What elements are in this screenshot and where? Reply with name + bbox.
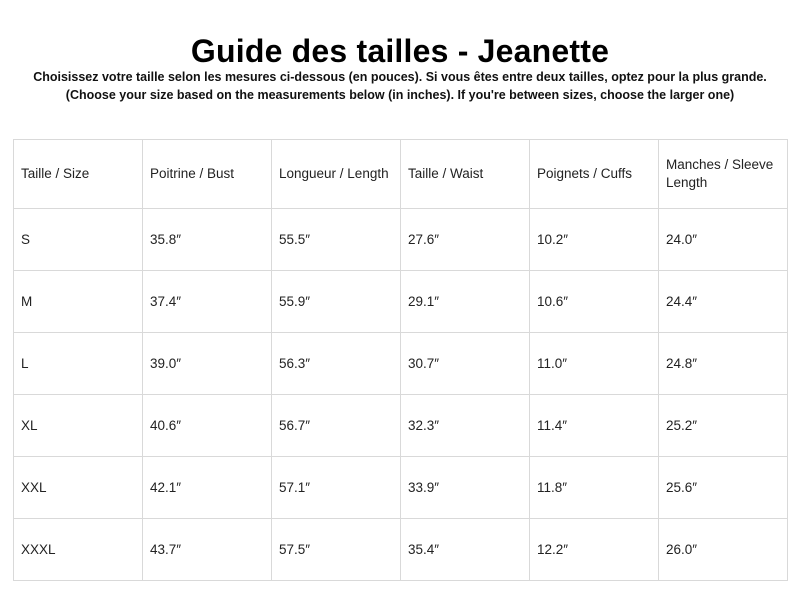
table-header-row (14, 140, 788, 209)
header-size: Taille / Size (14, 140, 143, 209)
intro-text (0, 68, 800, 104)
cell-waist: 35.4″ (401, 519, 530, 581)
cell-bust: 42.1″ (143, 457, 272, 519)
header-waist: Taille / Waist (401, 140, 530, 209)
intro-line-fr: Choisissez votre taille selon les mesures ci-dessous (en pouces). Si vous êtes entre deux tailles, optez pour la plus grande. (33, 70, 767, 84)
cell-bust: 39.0″ (143, 333, 272, 395)
cell-bust: 35.8″ (143, 209, 272, 271)
cell-cuffs: 10.2″ (530, 209, 659, 271)
intro-line-en: (Choose your size based on the measurements below (in inches). If you're between sizes, choose the larger one) (65, 88, 735, 102)
cell-size: M (14, 271, 143, 333)
cell-sleeve-length: 24.8″ (659, 333, 788, 395)
header-cuffs: Poignets / Cuffs (530, 140, 659, 209)
cell-cuffs: 10.6″ (530, 271, 659, 333)
cell-waist: 27.6″ (401, 209, 530, 271)
table-row (14, 209, 788, 271)
cell-length: 55.5″ (272, 209, 401, 271)
cell-cuffs: 12.2″ (530, 519, 659, 581)
table-row (14, 395, 788, 457)
cell-waist: 32.3″ (401, 395, 530, 457)
header-bust: Poitrine / Bust (143, 140, 272, 209)
cell-cuffs: 11.0″ (530, 333, 659, 395)
cell-waist: 30.7″ (401, 333, 530, 395)
cell-bust: 40.6″ (143, 395, 272, 457)
cell-length: 55.9″ (272, 271, 401, 333)
cell-sleeve-length: 25.6″ (659, 457, 788, 519)
header-sleeve-length: Manches / Sleeve Length (659, 140, 788, 209)
cell-size: XL (14, 395, 143, 457)
cell-length: 56.7″ (272, 395, 401, 457)
table-row (14, 457, 788, 519)
table-row (14, 333, 788, 395)
table-row (14, 519, 788, 581)
table-row (14, 271, 788, 333)
cell-waist: 29.1″ (401, 271, 530, 333)
cell-bust: 37.4″ (143, 271, 272, 333)
cell-sleeve-length: 24.4″ (659, 271, 788, 333)
cell-sleeve-length: 24.0″ (659, 209, 788, 271)
cell-sleeve-length: 25.2″ (659, 395, 788, 457)
cell-length: 56.3″ (272, 333, 401, 395)
cell-length: 57.5″ (272, 519, 401, 581)
cell-size: S (14, 209, 143, 271)
cell-size: L (14, 333, 143, 395)
cell-waist: 33.9″ (401, 457, 530, 519)
size-chart-table (13, 139, 788, 581)
cell-bust: 43.7″ (143, 519, 272, 581)
cell-size: XXXL (14, 519, 143, 581)
cell-cuffs: 11.8″ (530, 457, 659, 519)
cell-cuffs: 11.4″ (530, 395, 659, 457)
header-length: Longueur / Length (272, 140, 401, 209)
page-title: Guide des tailles - Jeanette (190, 33, 610, 70)
cell-size: XXL (14, 457, 143, 519)
cell-length: 57.1″ (272, 457, 401, 519)
cell-sleeve-length: 26.0″ (659, 519, 788, 581)
